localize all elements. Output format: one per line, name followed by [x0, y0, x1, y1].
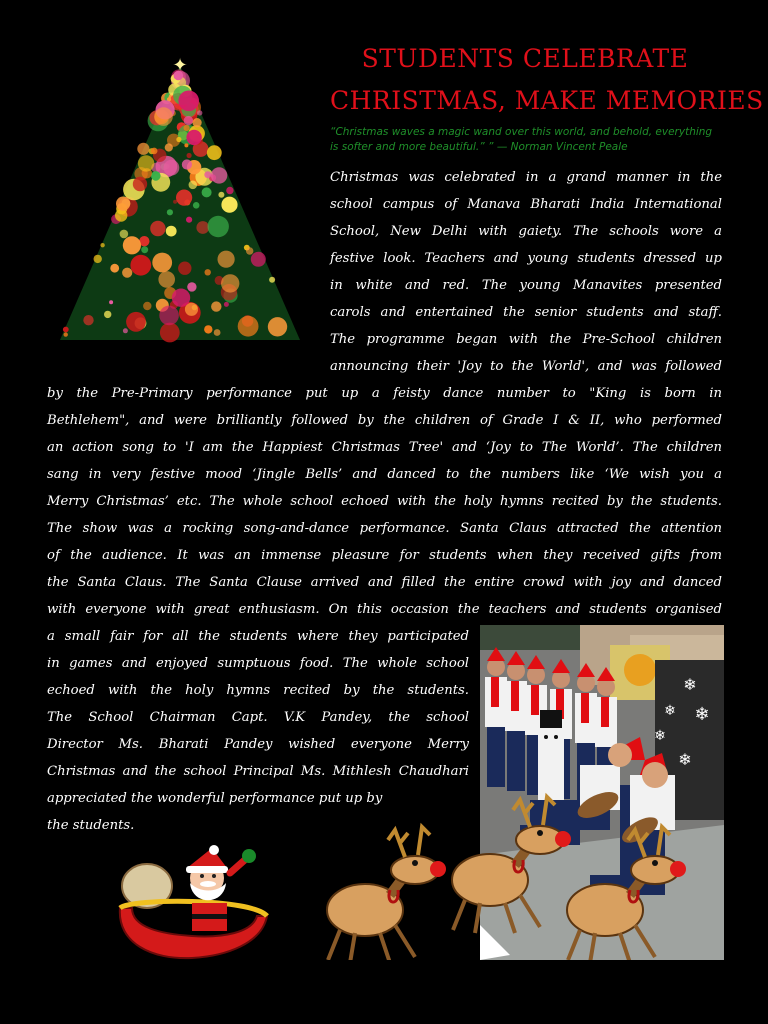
body-line: Merry Christmas’ etc. The whole school echoed with the holy hymns recited by the students.: [47, 494, 722, 509]
christmas-tree-image: [55, 55, 305, 355]
body-line: Bethlehem", and were brilliantly followed by the children of Grade I & II, who performed: [47, 413, 722, 428]
body-line: sang in very festive mood ‘Jingle Bells’ and danced to the numbers like ‘We wish you a: [47, 467, 722, 482]
title-line-2: CHRISTMAS, MAKE MEMORIES: [330, 86, 764, 115]
body-line: appreciated the wonderful performance put up by: [47, 791, 383, 806]
body-line: in games and enjoyed sumptuous food. The whole school: [47, 656, 469, 671]
svg-text:❄: ❄: [678, 750, 692, 769]
title-line-1: STUDENTS CELEBRATE: [361, 44, 689, 73]
body-line: in white and red. The young Manavites presented: [330, 278, 722, 293]
body-line: a small fair for all the students where they participated: [47, 629, 469, 644]
svg-text:❄: ❄: [664, 703, 676, 719]
body-line: carols and entertained the senior students and staff.: [330, 305, 722, 320]
body-line: school campus of Manava Bharati India International: [330, 197, 722, 212]
svg-text:❄: ❄: [694, 704, 710, 725]
santa-sleigh-image: [112, 838, 272, 963]
svg-text:✦: ✦: [172, 55, 188, 76]
body-line: with everyone with great enthusiasm. On this occasion the teachers and students organised: [47, 602, 722, 617]
body-line: Christmas was celebrated in a grand manner in the: [330, 170, 722, 185]
body-line: The show was a rocking song-and-dance performance. Santa Claus attracted the attention: [47, 521, 722, 536]
reindeer-image: [310, 790, 715, 960]
body-line: The programme began with the Pre-School children: [330, 332, 722, 347]
body-line: the Santa Claus. The Santa Clause arrived and filled the entire crowd with joy and danced: [47, 575, 722, 590]
page-title: [330, 38, 764, 122]
body-line: echoed with the holy hymns recited by the students.: [47, 683, 469, 698]
svg-text:❄: ❄: [654, 728, 666, 744]
body-line: festive look. Teachers and young students dressed up: [330, 251, 722, 266]
body-line: an action song to 'I am the Happiest Christmas Tree' and ‘Joy to The World’. The children: [47, 440, 722, 455]
quote: “Christmas waves a magic wand over this world, and behold, everything is softer and more beautiful.” ” — Norman Vincent Peale: [330, 126, 713, 153]
body-line: School, New Delhi with gaiety. The schools wore a: [330, 224, 722, 239]
body-line: The School Chairman Capt. V.K Pandey, the school: [47, 710, 469, 725]
body-line: of the audience. It was an immense pleasure for students when they received gifts from: [47, 548, 722, 563]
body-line: Director Ms. Bharati Pandey wished everyone Merry: [47, 737, 469, 752]
body-line: the students.: [47, 818, 135, 833]
body-line: announcing their 'Joy to the World', and was followed: [330, 359, 722, 374]
body-line: by the Pre-Primary performance put up a feisty dance number to "King is born in: [47, 386, 722, 401]
body-line: Christmas and the school Principal Ms. Mithlesh Chaudhari: [47, 764, 469, 779]
svg-text:❄: ❄: [683, 675, 697, 694]
